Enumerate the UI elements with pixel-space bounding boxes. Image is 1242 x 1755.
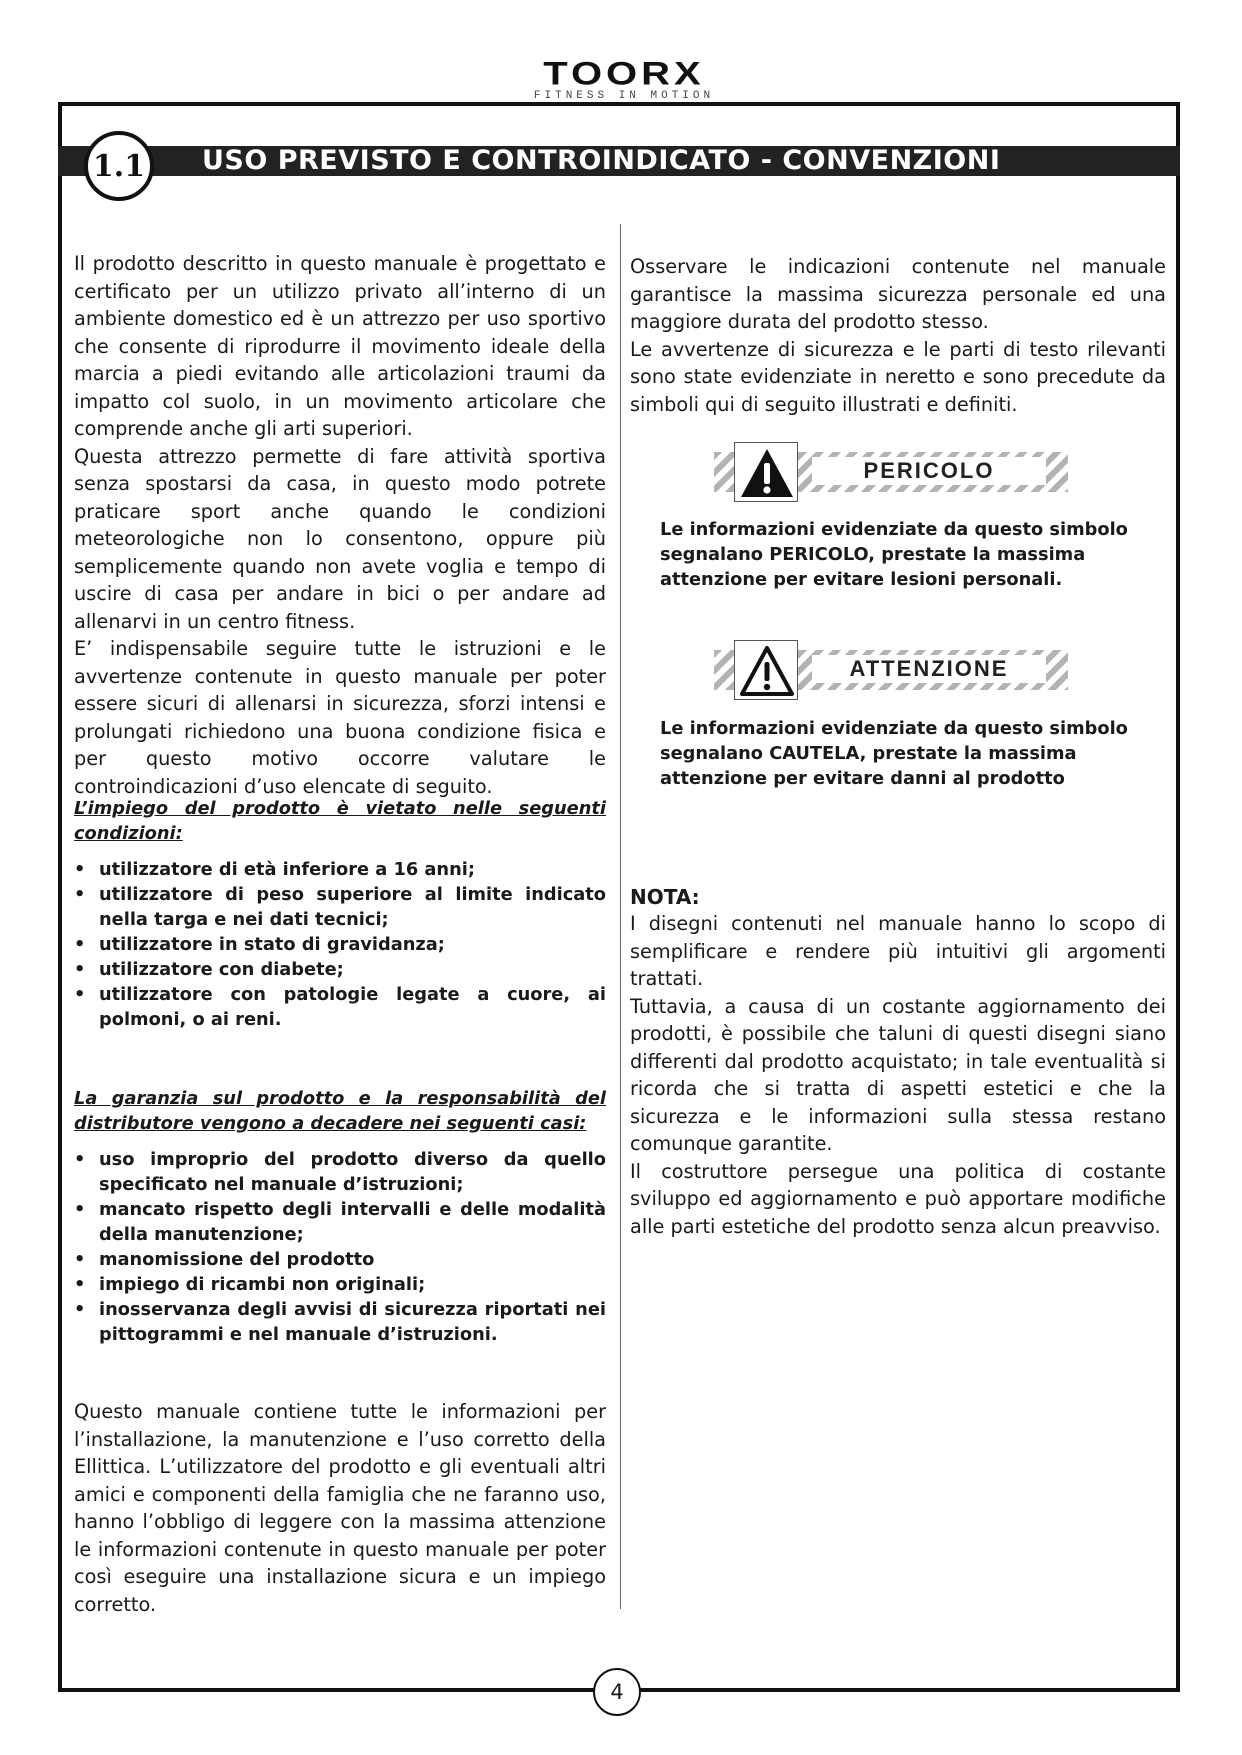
list-item: • uso improprio del prodotto diverso da quello specificato nel manuale d’istruzioni;	[74, 1147, 606, 1197]
danger-description: Le informazioni evidenziate da questo simbolo segnalano PERICOLO, prestate la massima attenzione per evitare lesioni personali.	[660, 519, 1128, 590]
intro-paragraph-3: E’ indispensabile seguire tutte le istruzioni e le avvertenze contenute in questo manuale per poter essere sicuri di allenarsi in sicurezza, sforzi intensi e prolungati richiedono una buona condizione fisica e per questo motivo occorre valutare le controindicazioni d’uso elencate di seguito.	[74, 637, 606, 798]
nota-section	[630, 884, 1166, 1240]
section-number: 1.1	[92, 148, 146, 184]
list-item: • inosservanza degli avvisi di sicurezza riportati nei pittogrammi e nel manuale d’istruzioni.	[74, 1297, 606, 1347]
caution-label: ATTENZIONE	[812, 655, 1046, 683]
nota-title: NOTA:	[630, 885, 700, 909]
list-item: • utilizzatore di età inferiore a 16 anni;	[74, 857, 606, 882]
nota-paragraph-3: Il costruttore persegue una politica di costante sviluppo ed aggiornamento e può apportare modifiche alle parti estetiche del prodotto senza alcun preavviso.	[630, 1159, 1166, 1238]
page-number: 4	[610, 1680, 624, 1704]
closing-section	[74, 1398, 606, 1618]
caution-symbol-box	[714, 640, 1068, 700]
intro-paragraph-2: Questa attrezzo permette di fare attività sportiva senza spostarsi da casa, in questo modo potrete praticare sport anche quando le condizioni meteorologiche non lo consentono, oppure più semplicemente quando non avete voglia e tempo di uscire di casa per andare in bici o per andare ad allenarvi in un centro fitness.	[74, 444, 606, 633]
list-item: • utilizzatore con patologie legate a cuore, ai polmoni, o ai reni.	[74, 982, 606, 1032]
prohibited-list	[74, 857, 606, 1032]
list-item: • manomissione del prodotto	[74, 1247, 606, 1272]
list-item: • utilizzatore in stato di gravidanza;	[74, 932, 606, 957]
section-title: USO PREVISTO E CONTROINDICATO - CONVENZIONI	[202, 145, 1001, 176]
warning-outline-icon	[734, 640, 798, 700]
nota-paragraph-1: I disegni contenuti nel manuale hanno lo scopo di semplificare e rendere più intuitivi gli argomenti trattati.	[630, 912, 1166, 990]
prohibited-section	[74, 796, 606, 1032]
caution-description: Le informazioni evidenziate da questo simbolo segnalano CAUTELA, prestate la massima attenzione per evitare danni al prodotto	[660, 718, 1128, 789]
left-column-intro	[74, 250, 606, 800]
danger-symbol-box	[714, 442, 1068, 502]
warranty-list	[74, 1147, 606, 1347]
danger-label: PERICOLO	[812, 457, 1046, 485]
nota-paragraph-2: Tuttavia, a causa di un costante aggiornamento dei prodotti, è possibile che taluni di questi disegni siano differenti dal prodotto acquistato; in tale eventualità si ricorda che si tratta di aspetti estetici e che la sicurezza e le informazioni sulla stessa restano comunque garantite.	[630, 994, 1166, 1155]
section-number-badge	[84, 131, 154, 201]
list-item: • mancato rispetto degli intervalli e delle modalità della manutenzione;	[74, 1197, 606, 1247]
right-intro-paragraph-2: Le avvertenze di sicurezza e le parti di testo rilevanti sono state evidenziate in neretto e sono precedute da simboli qui di seguito illustrati e definiti.	[630, 337, 1166, 416]
brand-logo	[533, 56, 715, 102]
right-intro-paragraph-1: Osservare le indicazioni contenute nel manuale garantisce la massima sicurezza personale ed una maggiore durata del prodotto stesso.	[630, 255, 1166, 333]
right-column-intro	[630, 253, 1166, 418]
prohibited-title: L’impiego del prodotto è vietato nelle seguenti condizioni:	[74, 798, 606, 844]
logo-wordmark: TOORX	[543, 56, 705, 92]
warning-filled-icon	[734, 442, 798, 502]
logo-tagline: FITNESS IN MOTION	[533, 90, 715, 102]
page-number-badge	[593, 1668, 641, 1716]
warranty-title: La garanzia sul prodotto e la responsabilità del distributore vengono a decadere nei seguenti casi:	[74, 1088, 606, 1134]
closing-paragraph: Questo manuale contiene tutte le informazioni per l’installazione, la manutenzione e l’uso corretto della Ellittica. L’utilizzatore del prodotto e gli eventuali altri amici e componenti della famiglia che ne faranno uso, hanno l’obbligo di leggere con la massima attenzione le informazioni contenute in questo manuale per poter così eseguire una installazione sicura e un impiego corretto.	[74, 1400, 606, 1616]
intro-paragraph-1: Il prodotto descritto in questo manuale è progettato e certificato per un utilizzo privato all’interno di un ambiente domestico ed è un attrezzo per uso sportivo che consente di riprodurre il movimento ideale della marcia a piedi evitando alle articolazioni traumi da impatto col suolo, in un movimento articolare che comprende anche gli arti superiori.	[74, 252, 606, 440]
list-item: • utilizzatore di peso superiore al limite indicato nella targa e nei dati tecnici;	[74, 882, 606, 932]
list-item: • impiego di ricambi non originali;	[74, 1272, 606, 1297]
warranty-section	[74, 1086, 606, 1347]
column-divider	[620, 224, 621, 1609]
list-item: • utilizzatore con diabete;	[74, 957, 606, 982]
